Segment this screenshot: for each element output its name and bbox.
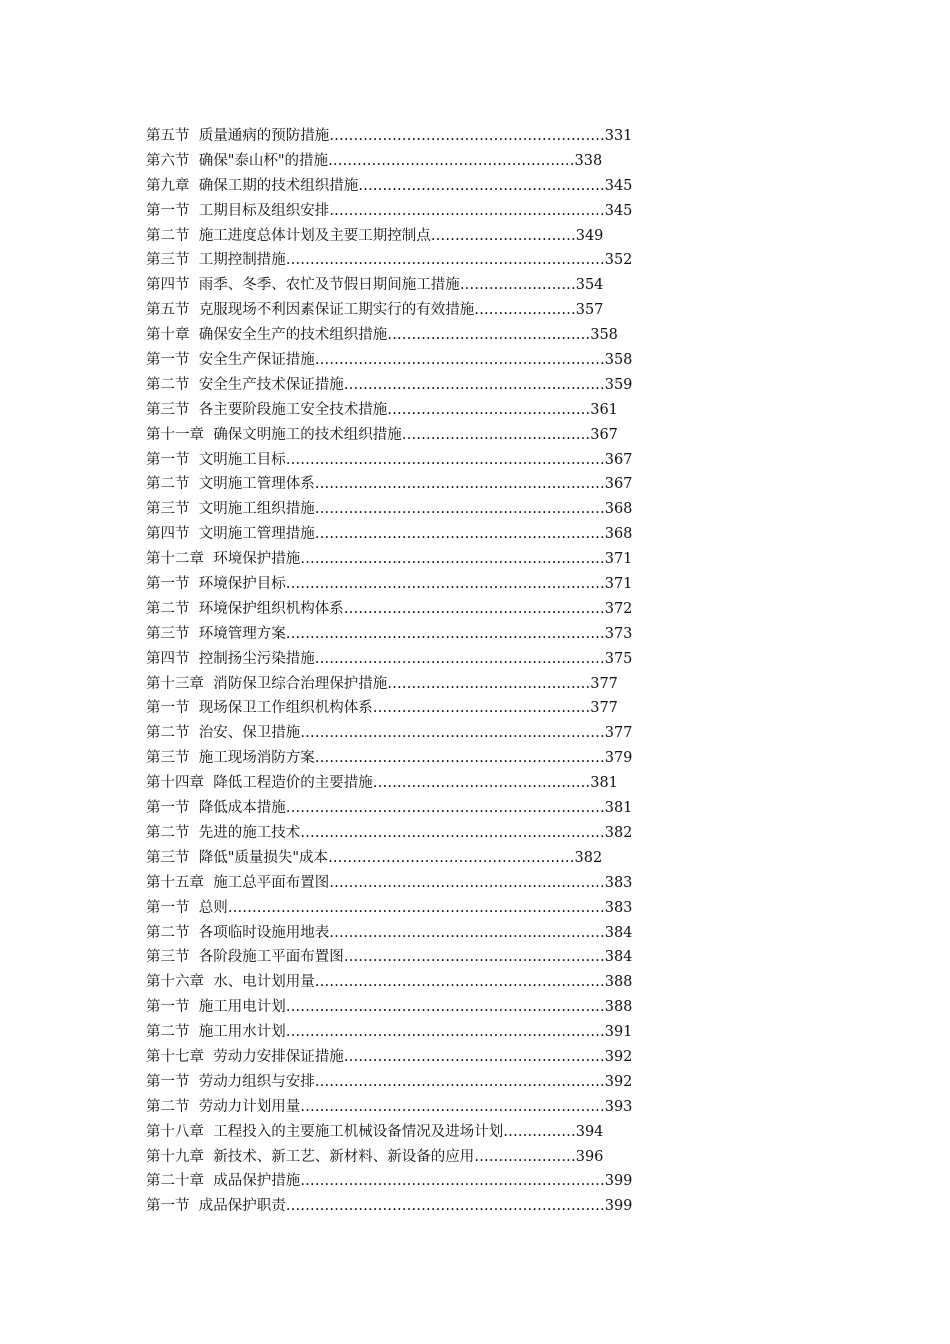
toc-entry-text: 第一节 工期目标及组织安排…………………………………………………345 [146, 202, 633, 219]
toc-entry-text: 第一节 劳动力组织与安排……………………………………………………392 [146, 1073, 633, 1090]
toc-entry [146, 1020, 706, 1045]
toc-entry [146, 746, 706, 771]
toc-entry-text: 第十一章 确保文明施工的技术组织措施…………………………………367 [146, 426, 618, 443]
toc-entry-text: 第四节 控制扬尘污染措施……………………………………………………375 [146, 650, 633, 667]
toc-entry-text: 第十七章 劳动力安排保证措施………………………………………………392 [146, 1048, 633, 1065]
toc-entry-text: 第一节 现场保卫工作组织机构体系………………………………………377 [146, 700, 618, 717]
toc-entry-text: 第三节 文明施工组织措施……………………………………………………368 [146, 501, 633, 518]
toc-entry-text: 第三节 环境管理方案…………………………………………………………373 [146, 625, 633, 642]
toc-entry [146, 672, 706, 697]
toc-entry [146, 896, 706, 921]
toc-entry [146, 323, 706, 348]
toc-entry [146, 522, 706, 547]
toc-entry-text: 第四节 文明施工管理措施……………………………………………………368 [146, 526, 633, 543]
toc-entry [146, 647, 706, 672]
toc-entry [146, 771, 706, 796]
toc-entry [146, 871, 706, 896]
toc-entry-text: 第一节 安全生产保证措施……………………………………………………358 [146, 352, 633, 369]
toc-entry [146, 472, 706, 497]
toc-entry [146, 970, 706, 995]
toc-entry-text: 第三节 施工现场消防方案……………………………………………………379 [146, 750, 633, 767]
toc-entry [146, 124, 706, 149]
toc-entry-text: 第一节 总则……………………………………………………………………383 [146, 899, 633, 916]
toc-entry [146, 398, 706, 423]
toc-entry-text: 第六节 确保"泰山杯"的措施……………………………………………338 [146, 152, 603, 169]
toc-entry [146, 721, 706, 746]
toc-entry [146, 696, 706, 721]
toc-entry [146, 572, 706, 597]
toc-entry [146, 1045, 706, 1070]
toc-entry [146, 199, 706, 224]
toc-entry-text: 第二节 安全生产技术保证措施………………………………………………359 [146, 376, 633, 393]
toc-entry-text: 第一节 施工用电计划…………………………………………………………388 [146, 999, 633, 1016]
toc-entry-text: 第三节 各主要阶段施工安全技术措施……………………………………361 [146, 401, 618, 418]
toc-entry-text: 第二节 劳动力计划用量………………………………………………………393 [146, 1098, 633, 1115]
toc-entry-text: 第二节 文明施工管理体系……………………………………………………367 [146, 476, 633, 493]
toc-entry [146, 1169, 706, 1194]
toc-entry [146, 1070, 706, 1095]
toc-entry-text: 第十六章 水、电计划用量……………………………………………………388 [146, 974, 633, 991]
toc-entry-text: 第三节 各阶段施工平面布置图………………………………………………384 [146, 949, 633, 966]
toc-entry [146, 1145, 706, 1170]
toc-entry-text: 第二节 各项临时设施用地表…………………………………………………384 [146, 924, 633, 941]
toc-entry-text: 第四节 雨季、冬季、农忙及节假日期间施工措施……………………354 [146, 277, 604, 294]
toc-entry-text: 第二节 施工进度总体计划及主要工期控制点…………………………349 [146, 227, 604, 244]
toc-entry [146, 995, 706, 1020]
toc-entry-text: 第九章 确保工期的技术组织措施……………………………………………345 [146, 177, 633, 194]
toc-entry-text: 第十九章 新技术、新工艺、新材料、新设备的应用…………………396 [146, 1148, 604, 1165]
toc-entry-text: 第二节 先进的施工技术………………………………………………………382 [146, 824, 633, 841]
toc-entry-text: 第二节 环境保护组织机构体系………………………………………………372 [146, 600, 633, 617]
toc-entry [146, 846, 706, 871]
toc-entry [146, 1194, 706, 1219]
toc-entry-text: 第五节 克服现场不利因素保证工期实行的有效措施…………………357 [146, 302, 604, 319]
toc-entry [146, 149, 706, 174]
toc-entry-text: 第十章 确保安全生产的技术组织措施……………………………………358 [146, 327, 618, 344]
toc-entry-text: 第十三章 消防保卫综合治理保护措施……………………………………377 [146, 675, 618, 692]
toc-entry [146, 298, 706, 323]
toc-entry [146, 174, 706, 199]
toc-entry-text: 第二节 施工用水计划…………………………………………………………391 [146, 1024, 633, 1041]
toc-entry-text: 第三节 工期控制措施…………………………………………………………352 [146, 252, 633, 269]
toc-entry-text: 第十二章 环境保护措施………………………………………………………371 [146, 551, 633, 568]
toc-entry [146, 945, 706, 970]
toc-entry [146, 248, 706, 273]
toc-entry [146, 821, 706, 846]
toc-entry-text: 第三节 降低"质量损失"成本……………………………………………382 [146, 849, 603, 866]
toc-entry-text: 第五节 质量通病的预防措施…………………………………………………331 [146, 128, 633, 144]
toc-entry [146, 796, 706, 821]
toc-entry [146, 497, 706, 522]
toc-entry-text: 第一节 降低成本措施…………………………………………………………381 [146, 800, 633, 817]
toc-entry [146, 423, 706, 448]
toc-entry-text: 第二十章 成品保护措施………………………………………………………399 [146, 1173, 633, 1190]
toc-entry [146, 921, 706, 946]
toc-entry [146, 448, 706, 473]
toc-entry-text: 第十四章 降低工程造价的主要措施………………………………………381 [146, 775, 618, 792]
toc-entry [146, 597, 706, 622]
table-of-contents [146, 124, 706, 1219]
toc-entry [146, 1095, 706, 1120]
toc-entry-text: 第一节 成品保护职责…………………………………………………………399 [146, 1198, 633, 1215]
toc-entry [146, 622, 706, 647]
toc-entry-text: 第一节 文明施工目标…………………………………………………………367 [146, 451, 633, 468]
toc-entry [146, 224, 706, 249]
toc-entry [146, 547, 706, 572]
toc-entry [146, 348, 706, 373]
toc-entry [146, 273, 706, 298]
toc-entry [146, 1120, 706, 1145]
toc-entry [146, 373, 706, 398]
toc-entry-text: 第二节 治安、保卫措施………………………………………………………377 [146, 725, 633, 742]
toc-entry-text: 第十八章 工程投入的主要施工机械设备情况及进场计划……………394 [146, 1123, 604, 1140]
toc-entry-text: 第一节 环境保护目标…………………………………………………………371 [146, 576, 633, 593]
toc-entry-text: 第十五章 施工总平面布置图…………………………………………………383 [146, 874, 633, 891]
